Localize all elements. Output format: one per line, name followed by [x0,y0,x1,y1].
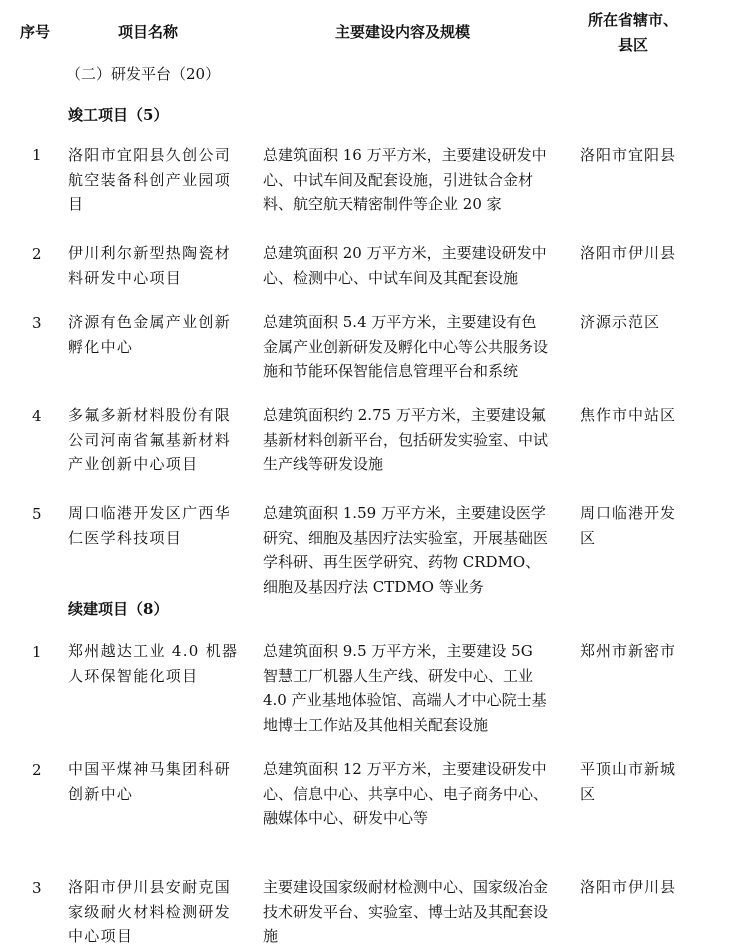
row-name: 洛阳市宜阳县久创公司航空装备科创产业园项目 [68,146,232,213]
row-name: 中国平煤神马集团科研创新中心 [68,760,232,803]
row-location: 洛阳市伊川县 [580,244,677,262]
row-location: 洛阳市宜阳县 [580,146,677,164]
row-seq: 1 [32,643,42,661]
row-location: 焦作市中站区 [580,406,677,424]
column-header-location-line2: 县区 [617,36,648,54]
row-name: 周口临港开发区广西华仁医学科技项目 [68,504,232,547]
column-header-content: 主要建设内容及规模 [335,23,471,41]
row-seq: 2 [32,761,42,779]
row-content: 总建筑面积 12 万平方米，主要建设研发中心、信息中心、共享中心、电子商务中心、融媒体中心、研发中心等 [263,760,549,827]
row-name: 洛阳市伊川县安耐克国家级耐火材料检测研发中心项目 [68,878,232,945]
row-location: 济源示范区 [580,313,661,331]
row-location: 平顶山市新城区 [580,760,677,803]
row-seq: 2 [32,245,42,263]
row-name: 济源有色金属产业创新孵化中心 [68,313,232,356]
row-content: 总建筑面积 16 万平方米，主要建设研发中心、中试车间及配套设施，引进钛合金材料、航空航天精密制件等企业 20 家 [263,146,547,213]
row-location: 郑州市新密市 [580,642,677,660]
row-content: 总建筑面积约 2.75 万平方米，主要建设氟基新材料创新平台，包括研发实验室、中试生产线等研发设施 [263,406,549,473]
row-name: 多氟多新材料股份有限公司河南省氟基新材料产业创新中心项目 [68,406,232,473]
row-content: 总建筑面积 9.5 万平方米，主要建设 5G 智慧工厂机器人生产线、研发中心、工业 4.0 产业基地体验馆、高端人才中心院士基地博士工作站及其他相关配套设施 [263,642,547,734]
section-title: （二）研发平台（20） [66,65,221,83]
column-header-seq: 序号 [20,23,51,41]
column-header-name: 项目名称 [118,23,179,41]
row-seq: 5 [32,505,42,523]
row-seq: 3 [32,314,42,332]
row-name: 郑州越达工业 4.0 机器人环保智能化项目 [68,642,239,685]
column-header-location-line1: 所在省辖市、 [587,11,678,29]
row-name: 伊川利尔新型热陶瓷材料研发中心项目 [68,244,232,287]
group-title-completed: 竣工项目（5） [68,106,169,124]
row-content: 总建筑面积 5.4 万平方米，主要建设有色金属产业创新研发及孵化中心等公共服务设施和节能环保智能信息管理平台和系统 [263,313,549,380]
row-content: 总建筑面积 1.59 万平方米，主要建设医学研究、细胞及基因疗法实验室，开展基础医学科研、再生医学研究、药物 CRDMO、细胞及基因疗法 CTDMO 等业务 [263,504,549,596]
row-seq: 3 [32,879,42,897]
row-location: 周口临港开发区 [580,504,677,547]
row-seq: 1 [32,146,42,164]
group-title-continuing: 续建项目（8） [68,600,169,618]
row-content: 总建筑面积 20 万平方米，主要建设研发中心、检测中心、中试车间及其配套设施 [263,244,547,287]
row-seq: 4 [32,407,42,425]
column-header-location [568,8,698,58]
row-location: 洛阳市伊川县 [580,878,677,896]
row-content: 主要建设国家级耐材检测中心、国家级冶金技术研发平台、实验室、博士站及其配套设施 [263,878,549,945]
